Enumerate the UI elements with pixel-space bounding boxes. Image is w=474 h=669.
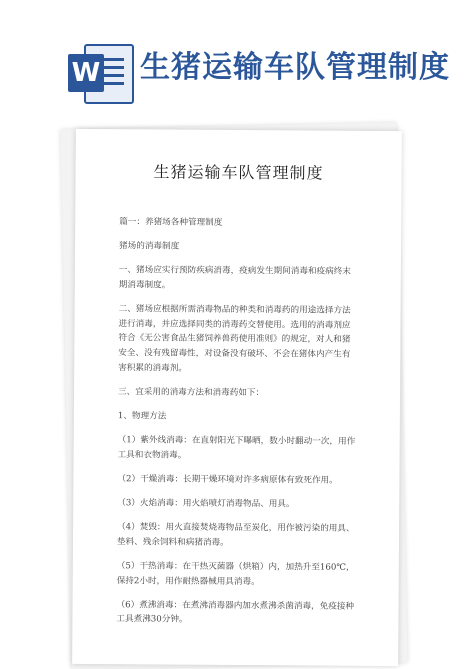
document-body	[116, 215, 359, 638]
list-item: （2）干燥消毒：长期干燥环境对许多病原体有致死作用。	[117, 474, 338, 486]
list-item: （1）紫外线消毒：在直射阳光下曝晒，数小时翻动一次，用作工具和衣物消毒。	[117, 435, 356, 461]
list-item: （4）焚毁：用火直接焚烧毒物品至炭化，用作被污染的用具、垫料、残余饲料和病猪消毒。	[116, 522, 355, 548]
document-page	[72, 129, 402, 666]
list-item: （6）煮沸消毒：在煮沸消毒器内加水煮沸杀菌消毒，免疫接种工具煮沸30分钟。	[116, 599, 355, 626]
banner	[0, 0, 474, 110]
subheading: 猪场的消毒制度	[119, 241, 180, 252]
document-title: 生猪运输车队管理制度	[153, 162, 324, 183]
list-item: （3）火焰消毒：用火焰喷灯消毒物品、用具。	[117, 498, 295, 510]
word-document-icon: W	[62, 40, 136, 104]
paragraph: 一、猪场应实行预防疾病消毒，疫病发生期间消毒和疫病终末期消毒制度。	[118, 265, 351, 291]
paragraph: 三、宜采用的消毒方法和消毒药如下：	[118, 386, 265, 398]
section-heading: 篇一：养猪场各种管理制度	[119, 217, 223, 228]
banner-title: 生猪运输车队管理制度	[140, 50, 450, 85]
paragraph: 二、猪场应根据所需消毒物品的种类和消毒药的用途选择方法进行消毒，并应选择同类的消毒药交替使用。选用的消毒剂应符合《无公害食品生猪饲养兽药使用准则》的规定，对人和猪安全、没有残留毒性，对设备没有破坏、不会在猪体内产生有害积累的消毒剂。	[118, 304, 351, 374]
list-item: （5）干热消毒：在干热灭菌器（烘箱）内，加热升至160℃，保持2小时，用作耐热器械用具消毒。	[116, 561, 355, 587]
paragraph: 1、物理方法	[117, 411, 167, 422]
